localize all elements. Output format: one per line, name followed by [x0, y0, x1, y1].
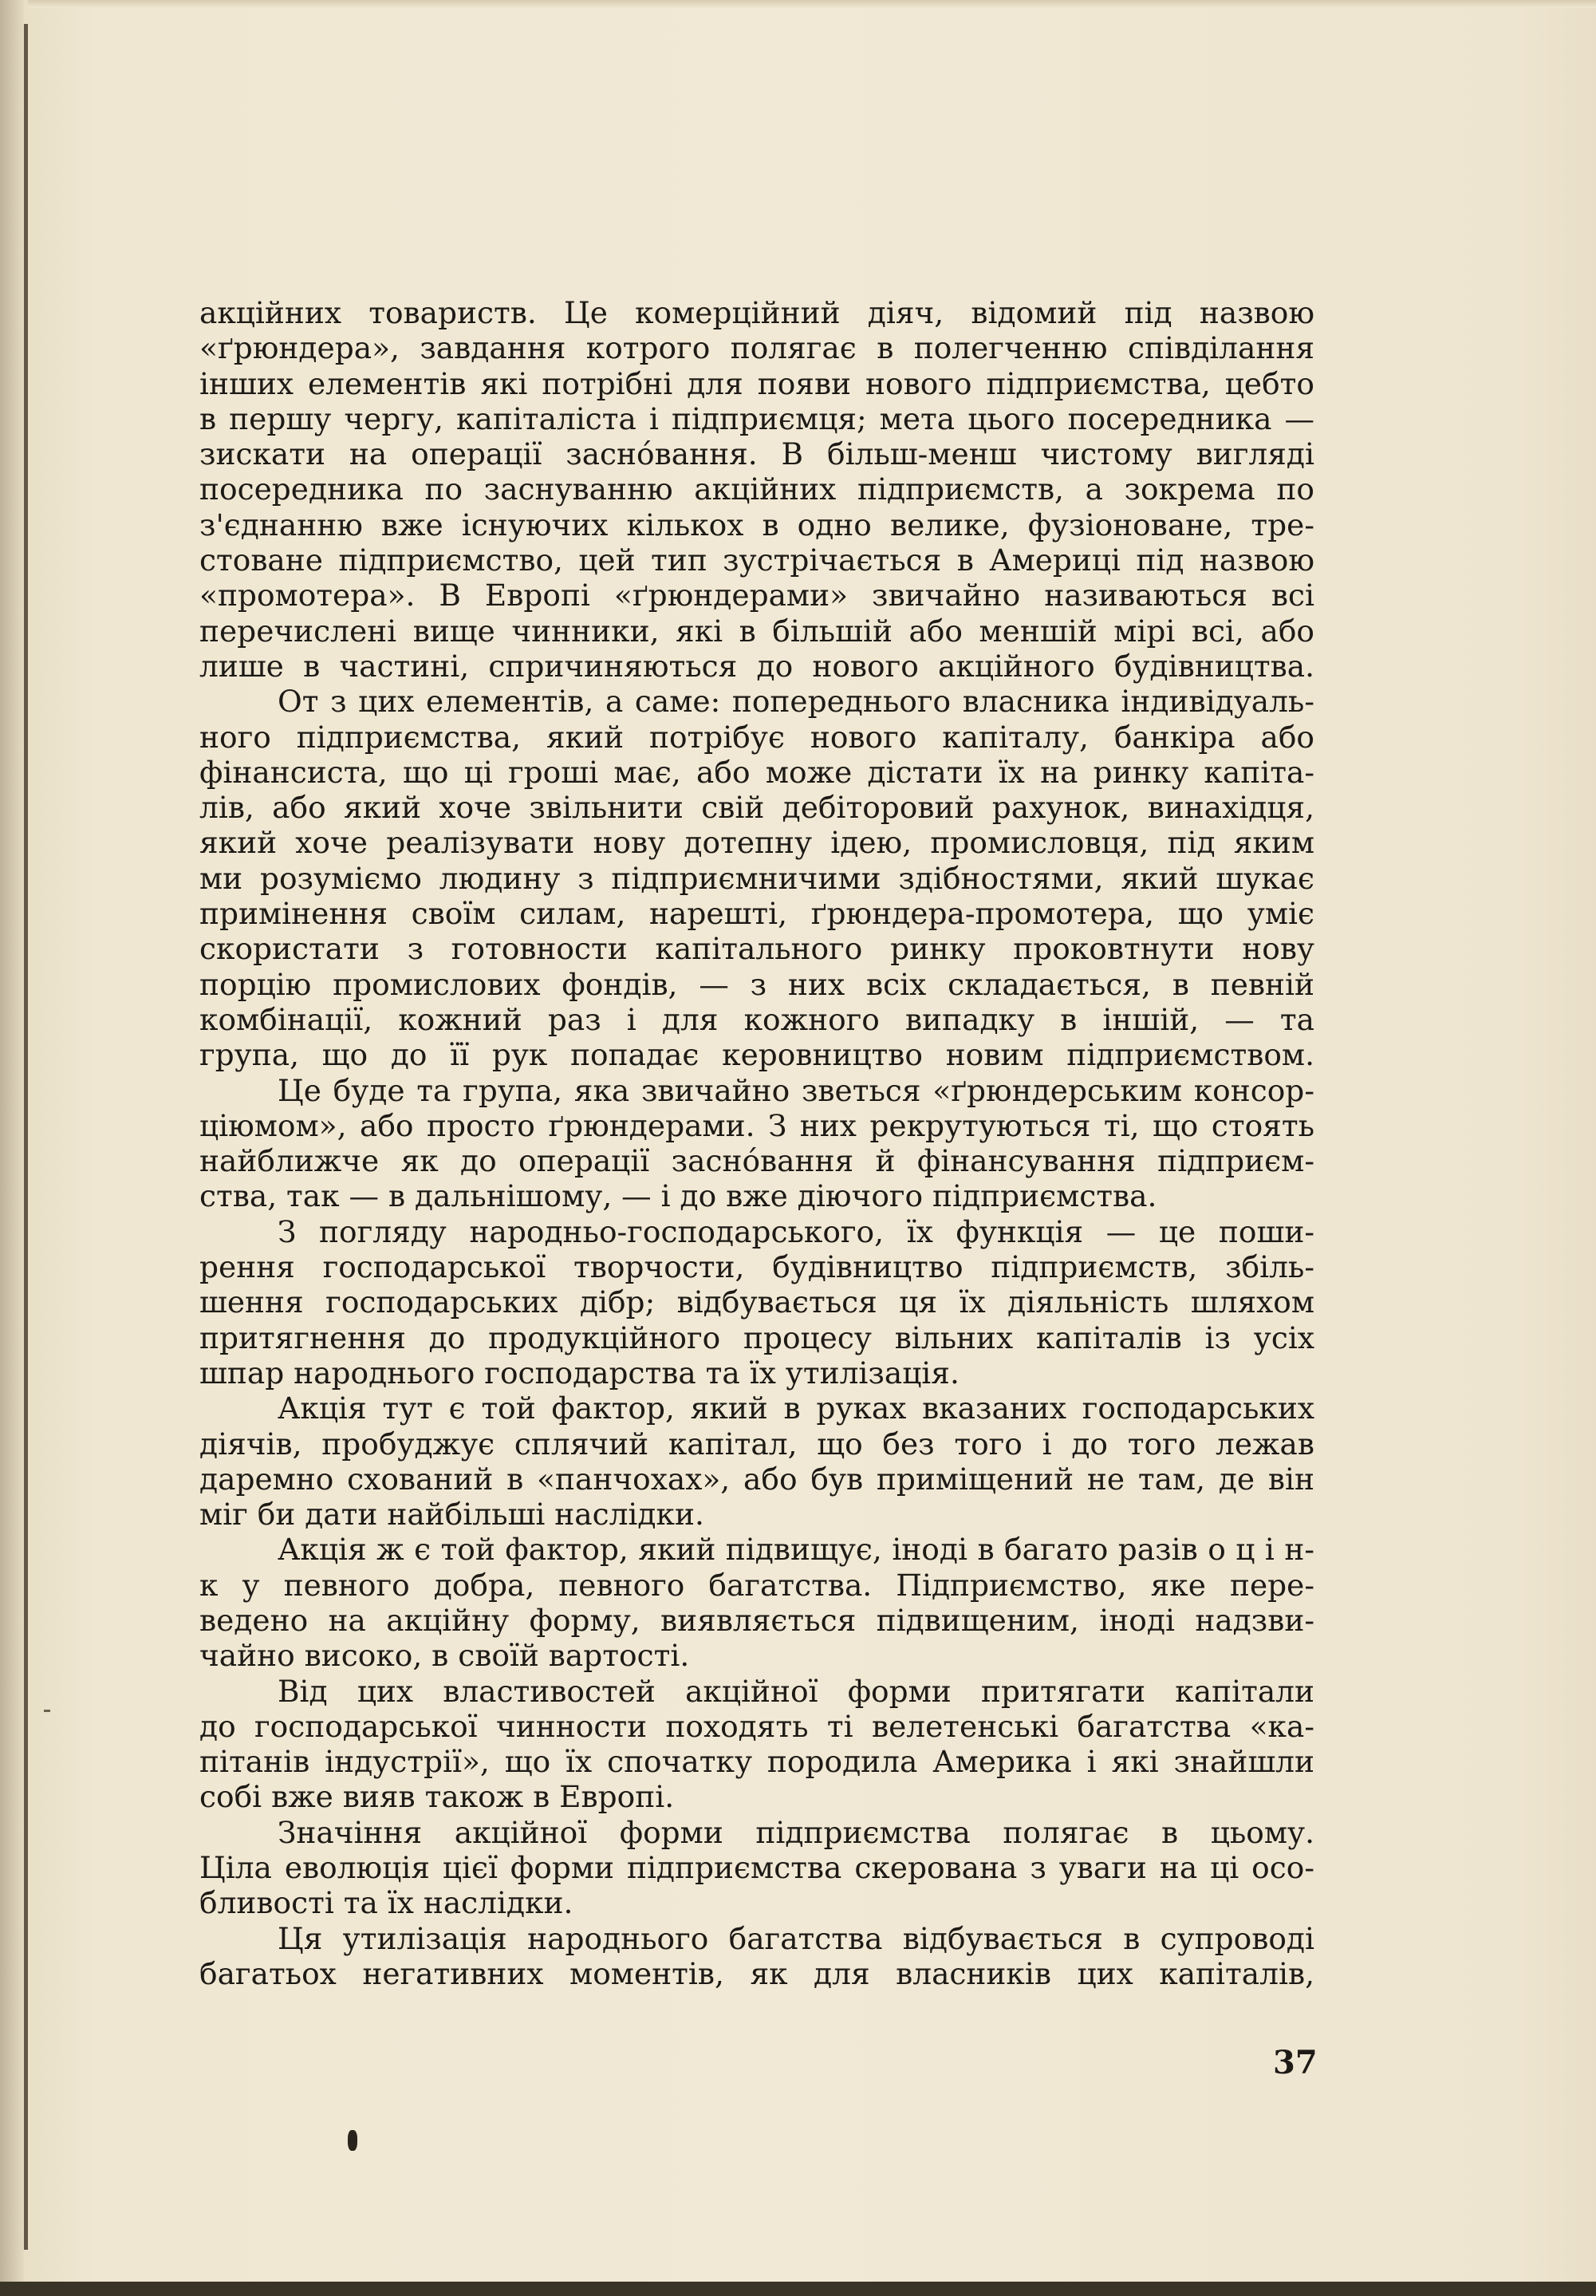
text-line: зискати на операції заснóвання. В більш-менш чистому вигляді: [199, 436, 1314, 472]
text-line: найближче як до операції заснóвання й фінансування підприєм-: [199, 1143, 1314, 1179]
text-line: ми розуміємо людину з підприємничими здібностями, який шукає: [199, 860, 1314, 896]
text-line: рення господарської творчости, будівництво підприємств, збіль-: [199, 1249, 1314, 1285]
text-line: Акція ж є той фактор, який підвищує, іноді в багато разів о ц і н-: [278, 1532, 1314, 1568]
text-line: «промотера». В Европі «ґрюндерами» звичайно називаються всі: [199, 578, 1314, 613]
text-line: багатьох негативних моментів, як для власників цих капіталів,: [199, 1955, 1314, 1991]
page-number: 37: [1273, 2044, 1318, 2081]
text-line: Ця утилізація народнього багатства відбувається в супроводі: [278, 1920, 1314, 1956]
text-line: фінансиста, що ці гроші має, або може дістати їх на ринку капіта-: [199, 754, 1314, 790]
margin-mark: [44, 1710, 50, 1712]
ink-spot: [348, 2130, 357, 2151]
text-line: примінення своїм силам, нарешті, ґрюндера-промотера, що уміє: [199, 896, 1314, 932]
text-line: лів, або який хоче звільнити свій дебіторовий рахунок, винахідця,: [199, 790, 1314, 826]
text-line: Це буде та група, яка звичайно зветься «ґрюндерським консор-: [278, 1072, 1314, 1108]
text-line: бливості та їх наслідки.: [199, 1885, 573, 1921]
text-line: пітанів індустрії», що їх спочатку породила Америка і які знайшли: [199, 1744, 1314, 1780]
text-line: діячів, пробуджує сплячий капітал, що без того і до того лежав: [199, 1426, 1314, 1462]
text-line: група, що до її рук попадає керовництво новим підприємством.: [199, 1037, 1314, 1073]
text-line: «ґрюндера», завдання котрого полягає в полегченню співділання: [199, 330, 1314, 366]
bottom-edge: [0, 2282, 1596, 2296]
text-line: ведено на акційну форму, виявляється підвищеним, іноді надзви-: [199, 1602, 1314, 1638]
text-line: до господарської чинности походять ті велетенські багатства «ка-: [199, 1708, 1314, 1744]
text-line: порцію промислових фондів, — з них всіх складається, в певній: [199, 966, 1314, 1002]
text-line: к у певного добра, певного багатства. Підприємство, яке пере-: [199, 1567, 1314, 1603]
text-line: ціюмом», або просто ґрюндерами. З них рекрутуються ті, що стоять: [199, 1107, 1314, 1143]
text-line: ного підприємства, який потрібує нового капіталу, банкіра або: [199, 719, 1314, 755]
text-line: стоване підприємство, цей тип зустрічається в Америці під назвою: [199, 542, 1314, 578]
text-line: чайно високо, в своїй вартості.: [199, 1638, 690, 1674]
text-line: ства, так — в дальнішому, — і до вже діючого підприємства.: [199, 1178, 1157, 1214]
text-line: Від цих властивостей акційної форми притягати капітали: [278, 1673, 1314, 1709]
text-line: собі вже вияв також в Европі.: [199, 1779, 675, 1815]
top-edge: [28, 0, 1596, 8]
text-line: міг би дати найбільші наслідки.: [199, 1497, 704, 1533]
text-line: З погляду народньо-господарського, їх функція — це поши-: [278, 1213, 1314, 1249]
text-line: скористати з готовности капітального ринку проковтнути нову: [199, 931, 1314, 967]
text-line: Значіння акційної форми підприємства полягає в цьому.: [278, 1814, 1314, 1850]
body-text: [199, 295, 1314, 1991]
binding-edge: [24, 24, 28, 2250]
text-line: акційних товариств. Це комерційний діяч, відомий під назвою: [199, 295, 1314, 330]
text-line: з'єднанню вже існуючих кількох в одно велике, фузіоноване, тре-: [199, 507, 1314, 542]
text-line: інших елементів які потрібні для появи нового підприємства, цебто: [199, 365, 1314, 401]
text-line: який хоче реалізувати нову дотепну ідею, промисловця, під яким: [199, 825, 1314, 861]
text-line: От з цих елементів, а саме: попереднього власника індивідуаль-: [278, 684, 1314, 720]
text-line: притягнення до продукційного процесу вільних капіталів із усіх: [199, 1320, 1314, 1355]
text-line: Акція тут є той фактор, який в руках вказаних господарських: [278, 1391, 1314, 1426]
text-line: шення господарських дібр; відбувається ця їх діяльність шляхом: [199, 1284, 1314, 1320]
text-line: перечислені вище чинники, які в більшій або меншій мірі всі, або: [199, 613, 1314, 649]
text-line: в першу чергу, капіталіста і підприємця; мета цього посередника —: [199, 400, 1314, 436]
text-line: лише в частині, спричиняються до нового акційного будівництва.: [199, 648, 1314, 684]
text-line: даремно схований в «панчохах», або був приміщений не там, де він: [199, 1461, 1314, 1497]
text-line: комбінації, кожний раз і для кожного випадку в іншій, — та: [199, 1001, 1314, 1037]
spine-shadow: [0, 0, 24, 2296]
text-line: Ціла еволюція цієї форми підприємства скерована з уваги на ці осо-: [199, 1850, 1314, 1886]
text-line: посередника по заснуванню акційних підприємств, а зокрема по: [199, 471, 1314, 507]
text-line: шпар народнього господарства та їх утилізація.: [199, 1355, 960, 1391]
